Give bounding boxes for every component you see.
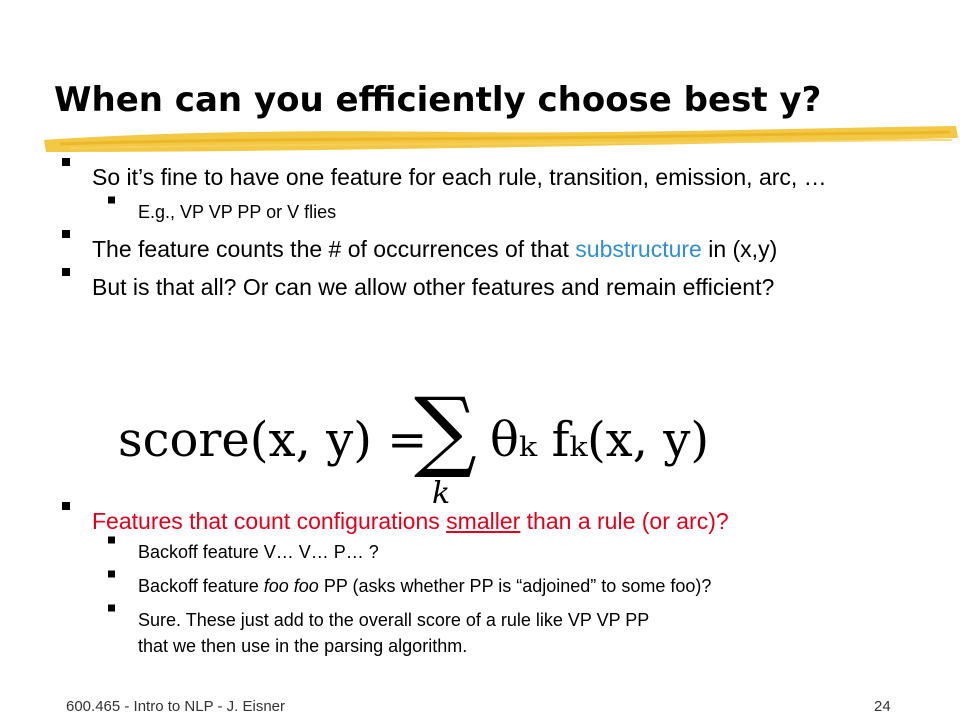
bullet-square-icon: [108, 571, 115, 578]
bullet-square-icon: [108, 605, 115, 612]
formula-rhs: θₖ fₖ(x, y): [490, 412, 710, 468]
bullet-square-icon: [62, 158, 70, 166]
summation-symbol: ∑: [414, 378, 477, 481]
bullet-square-icon: [62, 502, 70, 510]
bullet-square-icon: [62, 230, 70, 238]
slide-title: When can you efficiently choose best y?: [54, 80, 822, 120]
highlight-substructure: substructure: [575, 236, 702, 262]
slide: When can you efficiently choose best y? So it’s fine to have one feature for each rule, transition, emission, arc, … E.g., VP VP PP or V flies The feature counts the # of occurrences of that substructure in (x,y) But is that all? Or can we allow other features and remain efficient? score(x, y) = ∑ k θₖ fₖ(x, y) Features that count configurations smaller than a rule (or arc)? Backoff feature V… V… P… ? Backoff feature foo foo PP (asks whether PP is “adjoined” to some foo)? Sure. These just add to the overall score of a rule like VP VP PP that we then use in the parsing algorithm. 600.465 - Intro to NLP - J. Eisner 24: [0, 0, 960, 720]
score-formula: [118, 380, 738, 520]
formula-lhs: score(x, y) =: [118, 412, 428, 468]
bullet-square-icon: [108, 537, 115, 544]
bullet-square-icon: [62, 268, 70, 276]
bullet-square-icon: [108, 197, 115, 204]
summation-index: k: [432, 476, 451, 511]
highlighter-stroke: [40, 118, 960, 158]
footer-page-number: 24: [874, 698, 891, 715]
footer-course: 600.465 - Intro to NLP - J. Eisner: [66, 698, 286, 715]
underlined-smaller: smaller: [446, 508, 521, 534]
sub-bullet-sure-continuation: that we then use in the parsing algorithm.: [138, 636, 468, 656]
